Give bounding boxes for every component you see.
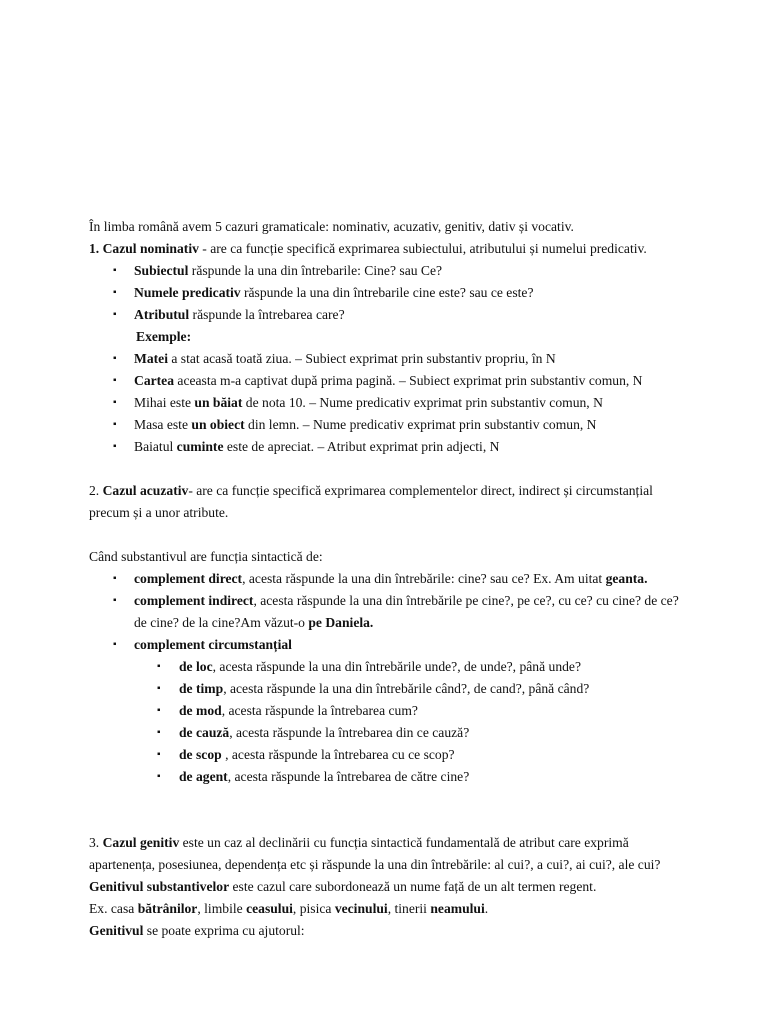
bullet-icon: ▪ [113,397,117,408]
list-item: ▪ de timp, acesta răspunde la una din întrebările când?, de cand?, până când? [89,678,689,700]
bullet-icon: ▪ [157,771,161,782]
list-item: ▪ Matei a stat acasă toată ziua. – Subiect exprimat prin substantiv propriu, în N [89,348,689,370]
list-item: ▪ Mihai este un băiat de nota 10. – Nume predicativ exprimat prin substantiv comun, N [89,392,689,414]
bullet-icon: ▪ [113,639,117,650]
document-body [89,216,689,942]
bullet-icon: ▪ [157,705,161,716]
list-item: ▪ Numele predicativ răspunde la una din întrebarile cine este? sau ce este? [89,282,689,304]
circumstantial-sublist [89,656,689,788]
list-item: ▪ de agent, acesta răspunde la întrebarea de către cine? [89,766,689,788]
spacer [89,524,689,546]
nominativ-heading [89,238,689,260]
acuzativ-list [89,568,689,656]
nominativ-description: - are ca funcție specifică exprimarea subiectului, atributului și numelui predicativ. [198,241,647,256]
genitiv-number: 3. [89,835,103,850]
bullet-icon: ▪ [113,375,117,386]
bullet-icon: ▪ [113,265,117,276]
bullet-icon: ▪ [157,683,161,694]
list-item: ▪ de scop , acesta răspunde la întrebarea cu ce scop? [89,744,689,766]
list-item: ▪ Cartea aceasta m-a captivat după prima pagină. – Subiect exprimat prin substantiv comun, N [89,370,689,392]
bullet-icon: ▪ [157,661,161,672]
bullet-icon: ▪ [113,441,117,452]
genitiv-description: este un caz al declinării cu funcția sintactică fundamentală de atribut care exprimă apartenența, posesiunea, dependența etc și răspunde la una din întrebările: al cui?, a cui?, ai cui?, ale cui? [89,835,661,872]
bullet-icon: ▪ [113,419,117,430]
list-item: ▪ Baiatul cuminte este de apreciat. – Atribut exprimat prin adjecti, N [89,436,689,458]
examples-heading: Exemple: [136,329,192,344]
genitiv-expression-paragraph: Genitivul se poate exprima cu ajutorul: [89,923,305,938]
list-item: ▪ de mod, acesta răspunde la întrebarea cum? [89,700,689,722]
list-item: ▪ complement circumstanțial [89,634,689,656]
list-item: ▪ complement direct, acesta răspunde la una din întrebările: cine? sau ce? Ex. Am uitat geanta. [89,568,689,590]
intro-paragraph: În limba română avem 5 cazuri gramaticale: nominativ, acuzativ, genitiv, dativ și vocativ. [89,219,574,234]
spacer [89,788,689,832]
list-item: ▪ Atributul răspunde la întrebarea care? [89,304,689,326]
bullet-icon: ▪ [157,727,161,738]
acuzativ-title: Cazul acuzativ [102,483,189,498]
bullet-icon: ▪ [113,595,117,606]
nominativ-list [89,260,689,326]
bullet-icon: ▪ [113,353,117,364]
acuzativ-description: - are ca funcție specifică exprimarea complementelor direct, indirect și circumstanțial precum și a unor atribute. [89,483,653,520]
list-item: ▪ Masa este un obiect din lemn. – Nume predicativ exprimat prin substantiv comun, N [89,414,689,436]
spacer [89,458,689,480]
nominativ-examples-list [89,348,689,458]
genitiv-substantive-paragraph: Genitivul substantivelor este cazul care subordonează un nume față de un alt termen regent. [89,879,597,894]
acuzativ-intro: Când substantivul are funcția sintactică de: [89,549,323,564]
bullet-icon: ▪ [157,749,161,760]
bullet-icon: ▪ [113,573,117,584]
list-item: ▪ complement indirect, acesta răspunde la una din întrebările pe cine?, pe ce?, cu ce? cu cine? de ce? de cine? de la cine?Am văzut-o pe Daniela. [89,590,689,634]
acuzativ-number: 2. [89,483,103,498]
genitiv-example: Ex. casa bătrânilor, limbile ceasului, pisica vecinului, tinerii neamului. [89,901,489,916]
nominativ-number: 1. [89,241,103,256]
genitiv-paragraph [89,832,689,876]
list-item: ▪ de cauză, acesta răspunde la întrebarea din ce cauză? [89,722,689,744]
nominativ-title: Cazul nominativ [102,241,199,256]
acuzativ-paragraph [89,480,689,524]
list-item: ▪ de loc, acesta răspunde la una din întrebările unde?, de unde?, până unde? [89,656,689,678]
list-item: ▪ Subiectul răspunde la una din întrebarile: Cine? sau Ce? [89,260,689,282]
bullet-icon: ▪ [113,309,117,320]
genitiv-title: Cazul genitiv [102,835,180,850]
bullet-icon: ▪ [113,287,117,298]
